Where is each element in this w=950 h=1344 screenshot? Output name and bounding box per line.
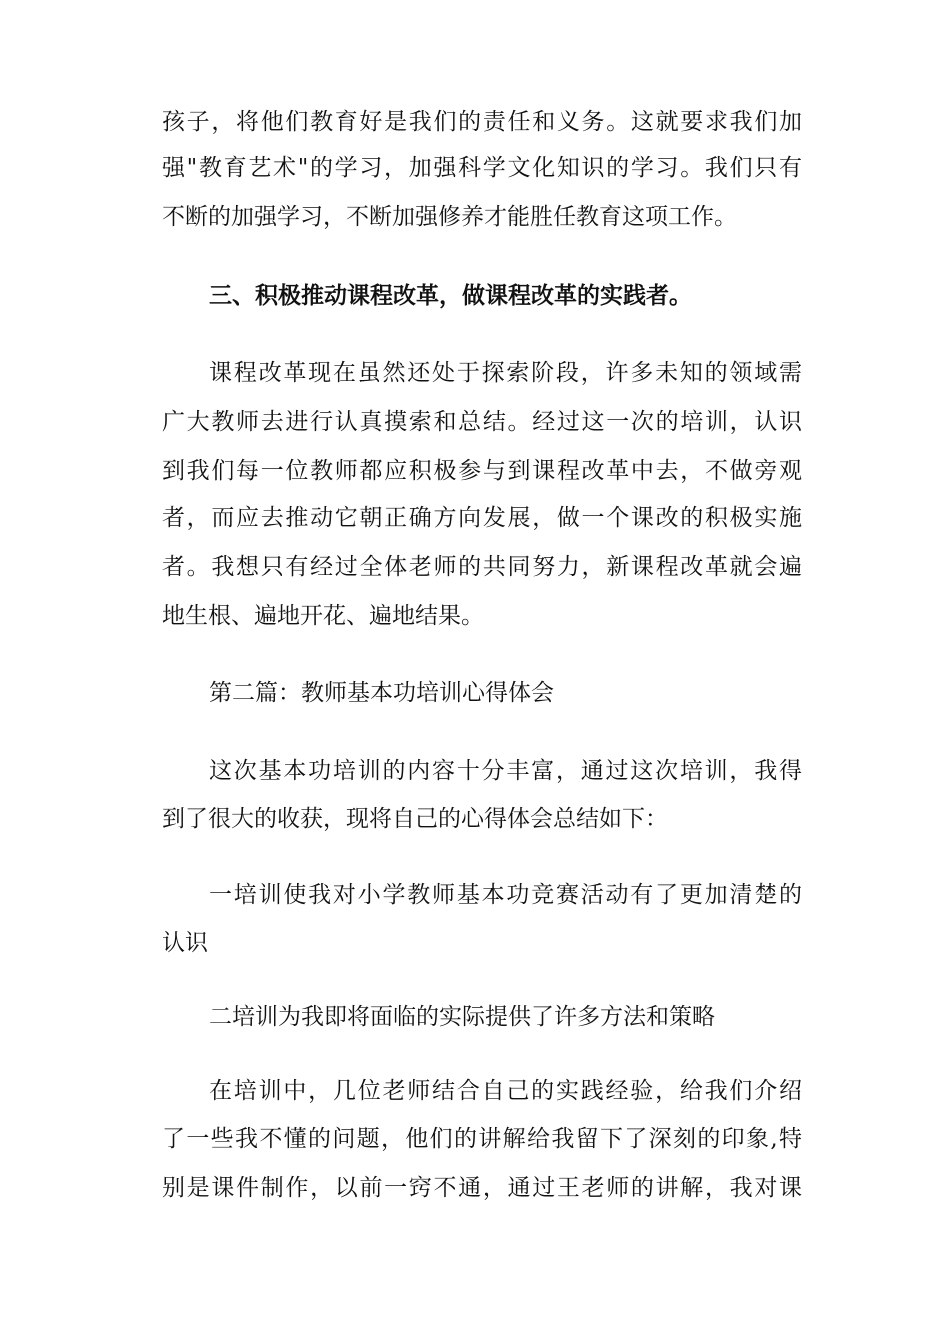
section-heading: 三、积极推动课程改革，做课程改革的实践者。 — [209, 282, 692, 309]
paragraph-line: 了一些我不懂的问题，他们的讲解给我留下了深刻的印象,特 — [162, 1126, 802, 1152]
point-two: 二培训为我即将面临的实际提供了许多方法和策略 — [209, 1004, 715, 1030]
paragraph-line: 地生根、遍地开花、遍地结果。 — [162, 603, 484, 629]
paragraph-line: 认识 — [162, 930, 208, 956]
paragraph-line: 别是课件制作，以前一窍不通，通过王老师的讲解，我对课 — [162, 1175, 802, 1201]
paragraph-line: 在培训中，几位老师结合自己的实践经验，给我们介绍 — [209, 1078, 802, 1104]
paragraph-line: 到我们每一位教师都应积极参与到课程改革中去，不做旁观 — [162, 458, 802, 484]
paragraph-line: 强"教育艺术"的学习，加强科学文化知识的学习。我们只有 — [162, 155, 802, 181]
paragraph-line: 到了很大的收获，现将自己的心得体会总结如下： — [162, 806, 668, 832]
paragraph-line: 者。我想只有经过全体老师的共同努力，新课程改革就会遍 — [162, 554, 802, 580]
paragraph-line: 这次基本功培训的内容十分丰富，通过这次培训，我得 — [209, 758, 802, 784]
paragraph-line: 课程改革现在虽然还处于探索阶段，许多未知的领域需 — [209, 360, 802, 386]
paragraph-line: 者，而应去推动它朝正确方向发展，做一个课改的积极实施 — [162, 505, 802, 531]
paragraph-line: 广大教师去进行认真摸索和总结。经过这一次的培训，认识 — [162, 409, 802, 435]
paragraph-line: 孩子，将他们教育好是我们的责任和义务。这就要求我们加 — [162, 109, 802, 135]
paragraph-line: 一培训使我对小学教师基本功竞赛活动有了更加清楚的 — [209, 882, 802, 908]
paragraph-line: 不断的加强学习，不断加强修养才能胜任教育这项工作。 — [162, 204, 737, 230]
article-title: 第二篇：教师基本功培训心得体会 — [209, 680, 554, 706]
